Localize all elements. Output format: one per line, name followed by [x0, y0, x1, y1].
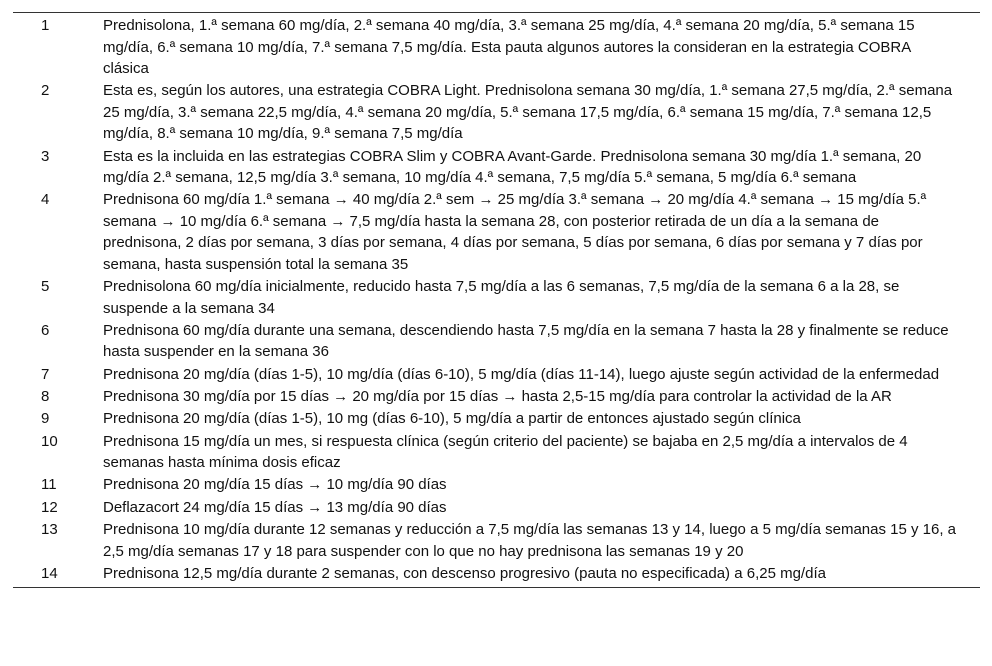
- row-number: 7: [41, 365, 50, 383]
- regimen-description: Prednisona 20 mg/día (días 1-5), 10 mg/día (días 6-10), 5 mg/día (días 11-14), luego ajuste según actividad de la enfermedad: [103, 365, 940, 383]
- row-number: 10: [41, 432, 58, 450]
- regimen-table: [13, 13, 980, 587]
- table-row: [13, 497, 980, 519]
- row-number: 3: [41, 147, 50, 165]
- table-row: [13, 276, 980, 320]
- row-number: 9: [41, 410, 50, 428]
- regimen-description: Prednisona 20 mg/día 15 días → 10 mg/día 90 días: [103, 476, 447, 494]
- table-row: [13, 431, 980, 475]
- row-number: 2: [41, 82, 50, 100]
- regimen-description: Prednisona 20 mg/día (días 1-5), 10 mg (días 6-10), 5 mg/día a partir de entonces ajustado según clínica: [103, 410, 801, 428]
- row-number: 8: [41, 388, 50, 406]
- regimen-description: Prednisona 12,5 mg/día durante 2 semanas, con descenso progresivo (pauta no especificada) a 6,25 mg/día: [103, 564, 826, 582]
- regimen-description: Deflazacort 24 mg/día 15 días → 13 mg/día 90 días: [103, 498, 447, 516]
- table-row: [13, 80, 980, 145]
- table-row: [13, 519, 980, 563]
- regimen-description: Prednisona 60 mg/día durante una semana, descendiendo hasta 7,5 mg/día en la semana 7 hasta la 28 y finalmente se reduce hasta suspender en la semana 36: [103, 321, 949, 361]
- regimen-description: Prednisona 30 mg/día por 15 días → 20 mg/día por 15 días → hasta 2,5-15 mg/día para controlar la actividad de la AR: [103, 388, 892, 406]
- row-number: 14: [41, 564, 58, 582]
- row-number: 11: [41, 476, 57, 494]
- regimen-description: Prednisolona 60 mg/día inicialmente, reducido hasta 7,5 mg/día a las 6 semanas, 7,5 mg/día de la semana 6 a la 28, se suspende a la semana 34: [103, 278, 900, 317]
- row-number: 13: [41, 521, 58, 539]
- regimen-description: Prednisona 60 mg/día 1.ª semana → 40 mg/día 2.ª sem → 25 mg/día 3.ª semana → 20 mg/día 4.ª semana → 15 mg/día 5.ª semana → 10 mg/día 6.ª semana → 7,5 mg/día hasta la semana 28, con posterior retirada de un día a la semana de prednisona, 2 días por semana, 3 días por semana, 4 días por semana, 5 días por semana, 6 días por semana y 7 días por semana, hasta suspensión total la semana 35: [103, 191, 927, 273]
- row-number: 1: [41, 17, 50, 34]
- row-number: 4: [41, 191, 50, 209]
- regimen-description: Prednisona 10 mg/día durante 12 semanas y reducción a 7,5 mg/día las semanas 13 y 14, luego a 5 mg/día semanas 15 y 16, a 2,5 mg/día semanas 17 y 18 para suspender con lo que no hay prednisona las semanas 19 y 20: [103, 521, 957, 560]
- regimen-description: Esta es la incluida en las estrategias COBRA Slim y COBRA Avant-Garde. Prednisolona semana 30 mg/día 1.ª semana, 20 mg/día 2.ª semana, 12,5 mg/día 3.ª semana, 10 mg/día 4.ª semana, 7,5 mg/día 5.ª semana, 5 mg/día 6.ª semana: [103, 147, 922, 187]
- row-number: 6: [41, 321, 50, 339]
- regimen-description: Prednisona 15 mg/día un mes, si respuesta clínica (según criterio del paciente) se bajaba en 2,5 mg/día a intervalos de 4 semanas hasta mínima dosis eficaz: [103, 432, 908, 472]
- table-row: [13, 320, 980, 364]
- table-row: [13, 386, 980, 408]
- table-row: [13, 364, 980, 386]
- table-row: [13, 146, 980, 190]
- regimen-description: Esta es, según los autores, una estrategia COBRA Light. Prednisolona semana 30 mg/día, 1.ª semana 27,5 mg/día, 2.ª semana 25 mg/día, 3.ª semana 22,5 mg/día, 4.ª semana 20 mg/día, 5.ª semana 17,5 mg/día, 6.ª semana 15 mg/día, 7.ª semana 12,5 mg/día, 8.ª semana 10 mg/día, 9.ª semana 7,5 mg/día: [103, 82, 953, 143]
- table-row: [13, 563, 980, 588]
- table-row: [13, 189, 980, 276]
- steroid-regimen-table: [13, 12, 980, 588]
- row-number: 12: [41, 498, 58, 516]
- table-body: [13, 13, 980, 587]
- row-number: 5: [41, 278, 50, 296]
- table-row: [13, 474, 980, 496]
- regimen-description: Prednisolona, 1.ª semana 60 mg/día, 2.ª semana 40 mg/día, 3.ª semana 25 mg/día, 4.ª semana 20 mg/día, 5.ª semana 15 mg/día, 6.ª semana 10 mg/día, 7.ª semana 7,5 mg/día. Esta pauta algunos autores la consideran en la estrategia COBRA clásica: [103, 17, 915, 77]
- table-row: [13, 408, 980, 430]
- table-row: [13, 13, 980, 80]
